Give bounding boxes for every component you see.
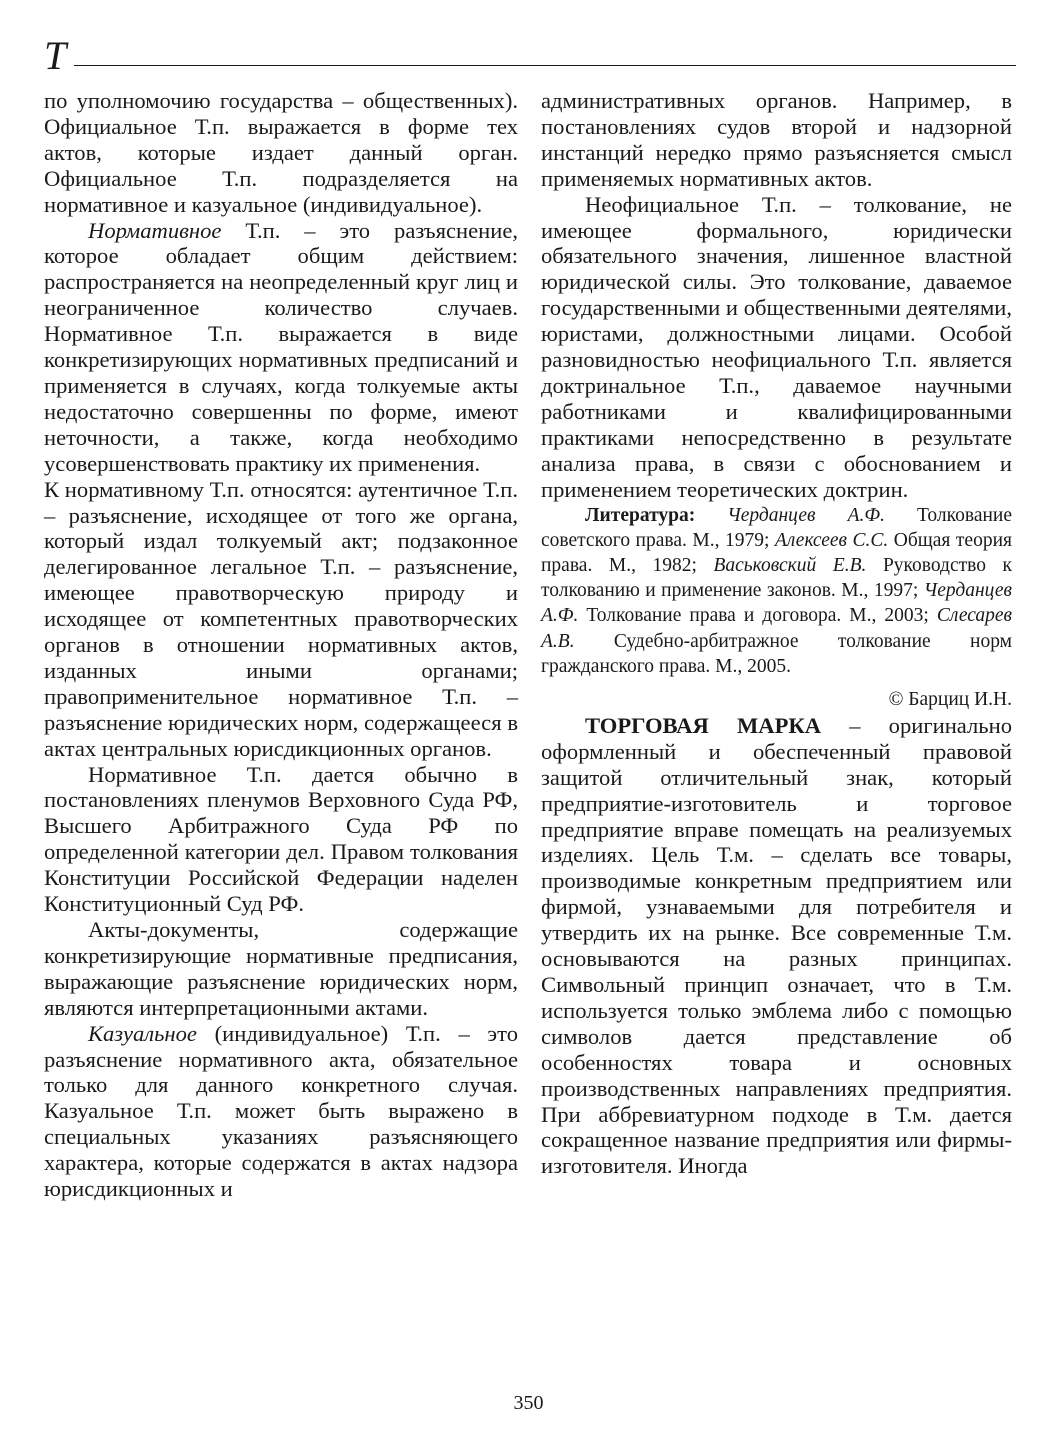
term-normative: Нормативное — [88, 217, 222, 243]
paragraph: Нормативное Т.п. – это разъяснение, которое обладает общим действием: распространяется на неопределенный круг лиц и неограниченное количество случаев. Нормативное Т.п. выражается в виде конкретизирующих нормативных предписаний и применяется в случаях, когда толкуемые акты недостаточно совершенны по форме, имеют неточности, а также, когда необходимо усовершенствовать практику их применения. — [44, 217, 518, 476]
author-signature: © Барциц И.Н. — [888, 688, 1012, 710]
dictionary-entry: ТОРГОВАЯ МАРКА – оригинально оформленный и обеспеченный правовой защитой отличительный знак, который предприятие-изготовитель и торговое предприятие вправе помещать на реализуемых изделиях. Цель Т.м. – сделать все товары, производимые конкретным предприятием или фирмой, узнаваемыми для потребителя и утвердить их на рынке. Все современные Т.м. основываются на разных принципах. Символьный принцип означает, что в Т.м. используется только эмблема либо с помощью символов дается представление об особенностях товара и основных производственных направлениях предприятия. При аббревиатурном подходе в Т.м. дается сокращенное название предприятия или фирмы-изготовителя. Иногда — [541, 712, 1012, 1179]
paragraph: Акты-документы, содержащие конкретизирующие нормативные предписания, выражающие разъяснение юридических норм, являются интерпретационными актами. — [44, 917, 518, 1020]
paragraph: Казуальное (индивидуальное) Т.п. – это разъяснение нормативного акта, обязательное только для данного конкретного случая. Казуальное Т.п. может быть выражено в специальных указаниях разъясняющего характера, которые содержатся в актах надзора юрисдикционных и — [44, 1020, 518, 1202]
running-head-letter: Т — [44, 33, 67, 78]
literature-list: Литература: Черданцев А.Ф. Толкование советского права. М., 1979; Алексеев С.С. Общая теория права. М., 1982; Васьковский Е.В. Руководство к толкованию и применение законов. М., 1997; Черданцев А.Ф. Толкование права и договора. М., 2003; Слесарев А.В. Судебно-арбитражное толкование норм гражданского права. М., 2005. — [541, 504, 1012, 677]
page-number: 350 — [513, 1392, 544, 1414]
entry-title: ТОРГОВАЯ МАРКА — [585, 712, 822, 738]
literature-label: Литература: — [585, 504, 696, 526]
paragraph: Нормативное Т.п. дается обычно в постановлениях пленумов Верховного Суда РФ, Высшего Арбитражного Суда РФ по определенной категории дел. Правом толкования Конституции Российской Федерации наделен Конституционный Суд РФ. — [44, 761, 518, 917]
paragraph: Неофициальное Т.п. – толкование, не имеющее формального, юридически обязательного значения, лишенное властной юридической силы. Это толкование, даваемое государственными и общественными деятелями, юристами, должностными лицами. Особой разновидностью неофициального Т.п. является доктринальное Т.п., даваемое научными работниками и квалифицированными практиками непосредственно в результате анализа права, в связи с обоснованием и применением теоретических доктрин. — [541, 191, 1012, 502]
term-casual: Казуальное — [88, 1020, 197, 1046]
paragraph: административных органов. Например, в постановлениях судов второй и надзорной инстанций нередко прямо разъясняется смысл применяемых нормативных актов. — [541, 88, 1012, 191]
right-column — [541, 88, 1012, 1179]
running-head-rule — [74, 65, 1016, 66]
paragraph: по уполномочию государства – общественных). Официальное Т.п. выражается в форме тех актов, которые издает данный орган. Официальное Т.п. подразделяется на нормативное и казуальное (индивидуальное). — [44, 88, 518, 217]
paragraph: К нормативному Т.п. относятся: аутентичное Т.п. – разъяснение, исходящее от того же органа, который издал толкуемый акт; подзаконное делегированное легальное Т.п. – разъяснение, имеющее правотворческую природу и исходящее от компетентных правотворческих органов в отношении нормативных актов, изданных иными органами; правоприменительное нормативное Т.п. – разъяснение юридических норм, содержащееся в актах центральных юрисдикционных органов. — [44, 476, 518, 761]
left-column — [44, 88, 518, 1202]
